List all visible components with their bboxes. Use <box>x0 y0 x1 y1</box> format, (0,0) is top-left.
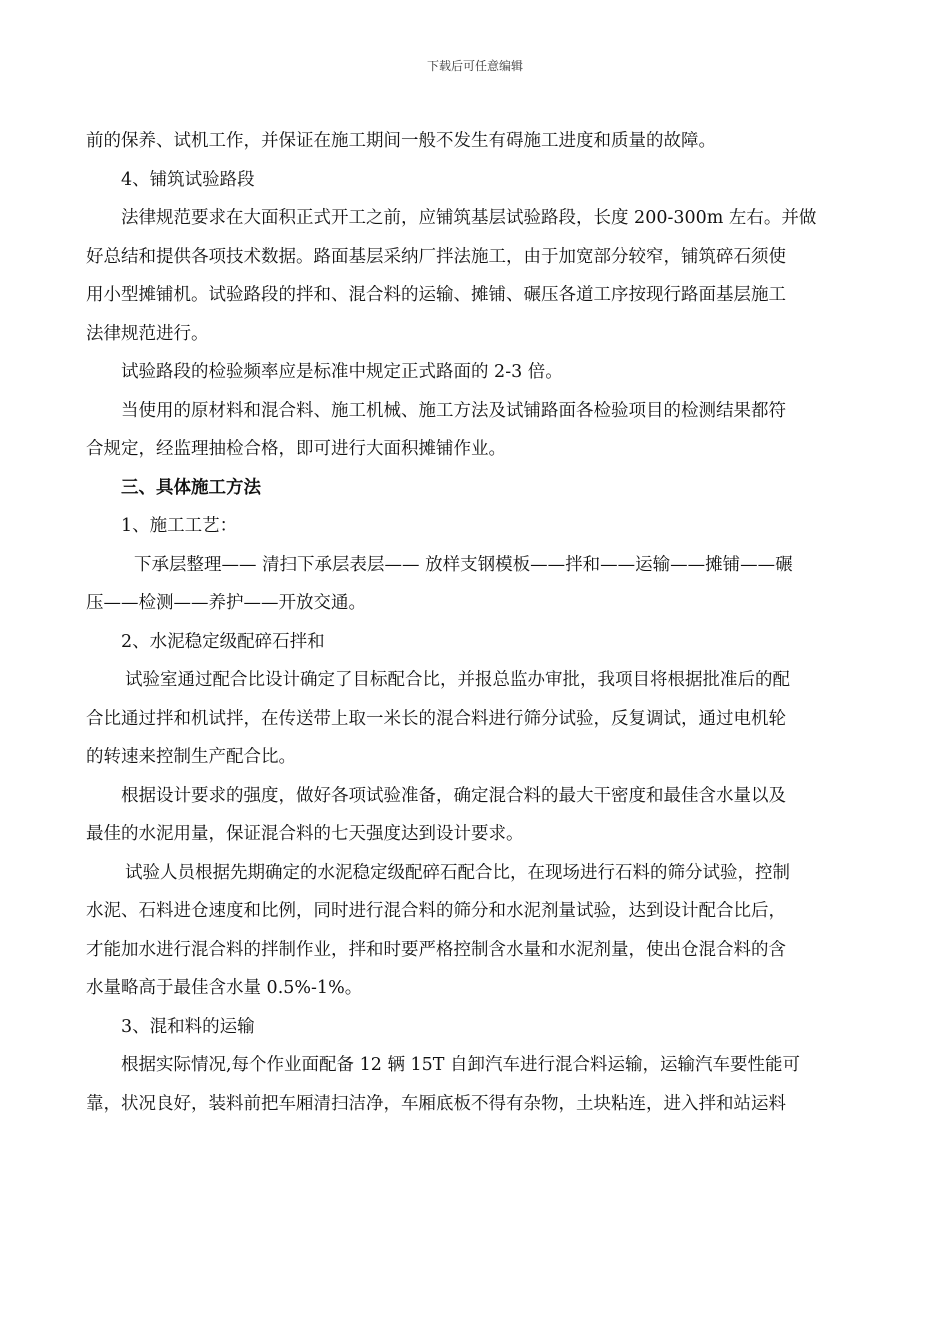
text-line: 2、水泥稳定级配碎石拌和 <box>121 631 325 652</box>
subsection-heading <box>86 507 864 546</box>
text-line: 用小型摊铺机。试验路段的拌和、混合料的运输、摊铺、碾压各道工序按现行路面基层施工 <box>86 285 786 305</box>
text-line: 4、铺筑试验路段 <box>121 169 255 190</box>
section-heading <box>86 161 864 200</box>
paragraph <box>86 199 864 353</box>
text-line: 好总结和提供各项技术数据。路面基层采纳厂拌法施工，由于加宽部分较窄，铺筑碎石须使 <box>86 246 786 267</box>
text-line: 法律规范进行。 <box>86 323 209 344</box>
text-line: 合规定，经监理抽检合格，即可进行大面积摊铺作业。 <box>86 439 506 459</box>
text-line: 试验人员根据先期确定的水泥稳定级配碎石配合比，在现场进行石料的筛分试验，控制 <box>125 862 790 883</box>
paragraph <box>86 1046 864 1123</box>
text-line: 法律规范要求在大面积正式开工之前，应铺筑基层试验路段，长度 200-300m 左右。并做 <box>121 208 817 228</box>
paragraph <box>86 392 864 469</box>
subsection-heading <box>86 623 864 662</box>
text-line: 下承层整理—— 清扫下承层表层—— 放样支钢模板——拌和——运输——摊铺——碾 <box>134 554 793 575</box>
text-line: 试验室通过配合比设计确定了目标配合比，并报总监办审批，我项目将根据批准后的配 <box>125 670 790 690</box>
text-line: 根据设计要求的强度，做好各项试验准备，确定混合料的最大干密度和最佳含水量以及 <box>121 785 786 806</box>
text-line: 三、具体施工方法 <box>121 477 261 498</box>
page-header: 下载后可任意编辑 <box>426 59 523 73</box>
paragraph <box>86 854 864 1008</box>
document-body <box>86 122 864 1123</box>
text-line: 的转速来控制生产配合比。 <box>86 747 296 767</box>
text-line: 压——检测——养护——开放交通。 <box>86 593 366 613</box>
text-line: 靠，状况良好，装料前把车厢清扫洁净，车厢底板不得有杂物，土块粘连，进入拌和站运料 <box>86 1093 786 1114</box>
text-line: 1、施工工艺： <box>121 516 238 536</box>
text-line: 水量略高于最佳含水量 0.5%-1%。 <box>86 978 363 998</box>
text-line: 3、混和料的运输 <box>121 1016 255 1037</box>
subsection-heading <box>86 1008 864 1047</box>
text-line: 前的保养、试机工作，并保证在施工期间一般不发生有碍施工进度和质量的故障。 <box>86 131 716 151</box>
section-heading <box>86 469 864 508</box>
text-line: 当使用的原材料和混合料、施工机械、施工方法及试铺路面各检验项目的检测结果都符 <box>121 400 786 421</box>
text-line: 水泥、石料进仓速度和比例，同时进行混合料的筛分和水泥剂量试验，达到设计配合比后， <box>86 901 786 921</box>
paragraph <box>86 777 864 854</box>
text-line: 根据实际情况,每个作业面配备 12 辆 15T 自卸汽车进行混合料运输，运输汽车要性能可 <box>121 1055 801 1075</box>
paragraph <box>86 661 864 777</box>
paragraph <box>86 546 864 623</box>
text-line: 才能加水进行混合料的拌制作业，拌和时要严格控制含水量和水泥剂量，使出仓混合料的含 <box>86 939 786 960</box>
paragraph <box>86 122 864 161</box>
text-line: 试验路段的检验频率应是标准中规定正式路面的 2-3 倍。 <box>121 362 563 382</box>
paragraph <box>86 353 864 392</box>
text-line: 最佳的水泥用量，保证混合料的七天强度达到设计要求。 <box>86 824 524 844</box>
text-line: 合比通过拌和机试拌，在传送带上取一米长的混合料进行筛分试验，反复调试，通过电机轮 <box>86 708 786 729</box>
